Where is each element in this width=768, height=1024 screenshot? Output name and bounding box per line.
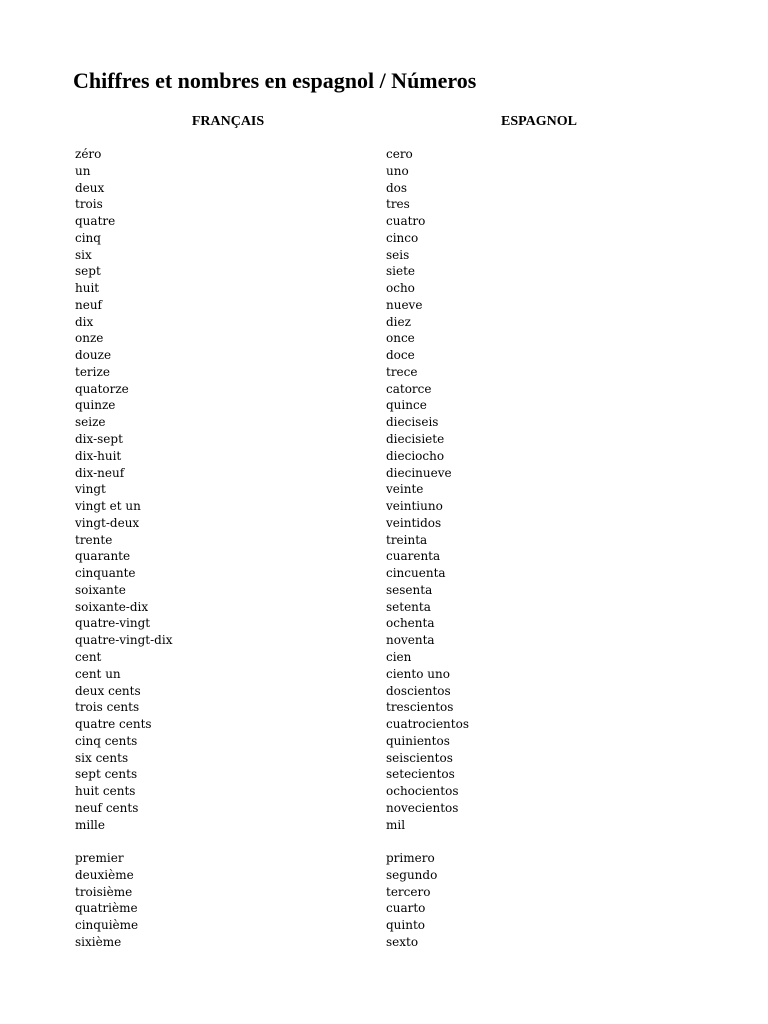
french-cardinal-word: trois cents [75,700,140,715]
spanish-ordinal-word: quinto [386,918,426,933]
spanish-ordinal-word: cuarto [386,901,426,916]
french-cardinal-word: dix [75,314,94,329]
spanish-cardinal-word: dos [386,180,408,195]
french-cardinal-word: dix-huit [75,448,122,463]
spanish-cardinal-word: diecinueve [386,465,452,480]
spanish-cardinal-word: nueve [386,297,423,312]
french-ordinal-word: deuxième [75,867,134,882]
french-cardinal-word: vingt [75,482,106,497]
french-word-list [75,146,172,951]
french-ordinal-word: premier [75,851,124,866]
spanish-cardinal-word: cincuenta [386,566,446,581]
french-ordinal-word: quatrième [75,901,138,916]
french-cardinal-word: huit cents [75,784,136,799]
french-cardinal-word: trente [75,532,113,547]
french-ordinal-word: troisième [75,884,133,899]
spanish-ordinal-word: tercero [386,884,431,899]
spanish-cardinal-word: veintiuno [386,499,443,514]
french-cardinal-word: trois [75,197,103,212]
spanish-cardinal-word: ocho [386,281,415,296]
french-cardinal-word: quatre-vingt-dix [75,633,173,648]
spanish-cardinal-word: uno [386,163,409,178]
spanish-cardinal-word: cuatro [386,214,426,229]
spanish-cardinal-word: setecientos [386,767,455,782]
spanish-cardinal-word: diez [386,314,411,329]
french-cardinal-word: six [75,247,92,262]
spanish-cardinal-word: trescientos [386,700,454,715]
french-cardinal-word: neuf [75,297,102,312]
spanish-column-header: ESPAGNOL [501,114,577,129]
spanish-cardinal-word: doscientos [386,683,451,698]
spanish-cardinal-word: ochenta [386,616,435,631]
spanish-cardinal-word: cien [386,649,412,664]
spanish-cardinal-word: quince [386,398,427,413]
spanish-cardinal-word: cuatrocientos [386,717,469,732]
spanish-cardinal-word: veintidos [386,515,442,530]
spanish-cardinal-word: treinta [386,532,428,547]
spanish-cardinal-word: sesenta [386,582,433,597]
french-cardinal-word: cent un [75,666,121,681]
french-cardinal-word: huit [75,281,100,296]
french-cardinal-word: cent [75,649,102,664]
french-cardinal-word: deux cents [75,683,141,698]
french-cardinal-word: vingt et un [75,499,141,514]
french-cardinal-word: cinq cents [75,733,138,748]
spanish-cardinal-word: ciento uno [386,666,450,681]
french-cardinal-word: neuf cents [75,800,139,815]
spanish-cardinal-word: dieciseis [386,415,439,430]
spanish-cardinal-word: quinientos [386,733,450,748]
spanish-cardinal-word: seis [386,247,410,262]
spanish-cardinal-word: novecientos [386,800,459,815]
french-cardinal-word: onze [75,331,104,346]
french-ordinal-word: sixième [75,934,122,949]
spanish-cardinal-word: veinte [386,482,424,497]
spanish-cardinal-word: ochocientos [386,784,459,799]
french-cardinal-word: douze [75,348,112,363]
spanish-cardinal-word: once [386,331,415,346]
spanish-cardinal-word: siete [386,264,416,279]
french-cardinal-word: quatre [75,214,116,229]
french-ordinal-word: cinquième [75,918,139,933]
spanish-cardinal-word: mil [386,817,406,832]
spanish-cardinal-word: tres [386,197,410,212]
spanish-cardinal-word: trece [386,364,418,379]
spanish-ordinal-word: primero [386,851,435,866]
french-cardinal-word: dix-neuf [75,465,125,480]
spanish-cardinal-word: noventa [386,633,435,648]
french-cardinal-word: cinquante [75,566,136,581]
french-cardinal-word: deux [75,180,105,195]
french-cardinal-word: quarante [75,549,131,564]
french-cardinal-word: sept cents [75,767,138,782]
french-cardinal-word: quatre-vingt [75,616,151,631]
french-cardinal-word: six cents [75,750,129,765]
spanish-cardinal-word: cuarenta [386,549,441,564]
french-cardinal-word: seize [75,415,106,430]
french-cardinal-word: soixante-dix [75,599,149,614]
document-title: Chiffres et nombres en espagnol / Números [73,68,477,93]
spanish-cardinal-word: seiscientos [386,750,453,765]
spanish-cardinal-word: cinco [386,230,419,245]
french-cardinal-word: terize [75,364,110,379]
french-cardinal-word: un [75,163,91,178]
french-cardinal-word: mille [75,817,105,832]
spanish-word-list [386,146,469,951]
french-cardinal-word: soixante [75,582,126,597]
spanish-ordinal-word: segundo [386,867,438,882]
french-cardinal-word: quatorze [75,381,129,396]
spanish-cardinal-word: cero [386,147,413,161]
spanish-cardinal-word: catorce [386,381,432,396]
spanish-cardinal-word: dieciocho [386,448,445,463]
french-cardinal-word: zéro [75,147,102,161]
french-cardinal-word: sept [75,264,101,279]
french-cardinal-word: dix-sept [75,432,123,447]
french-cardinal-word: vingt-deux [75,515,140,530]
french-cardinal-word: quinze [75,398,116,413]
spanish-ordinal-word: sexto [386,934,419,949]
spanish-cardinal-word: doce [386,348,415,363]
french-cardinal-word: cinq [75,230,101,245]
spanish-cardinal-word: diecisiete [386,432,445,447]
french-column-header: FRANÇAIS [191,114,265,129]
spanish-cardinal-word: setenta [386,599,431,614]
french-cardinal-word: quatre cents [75,717,152,732]
